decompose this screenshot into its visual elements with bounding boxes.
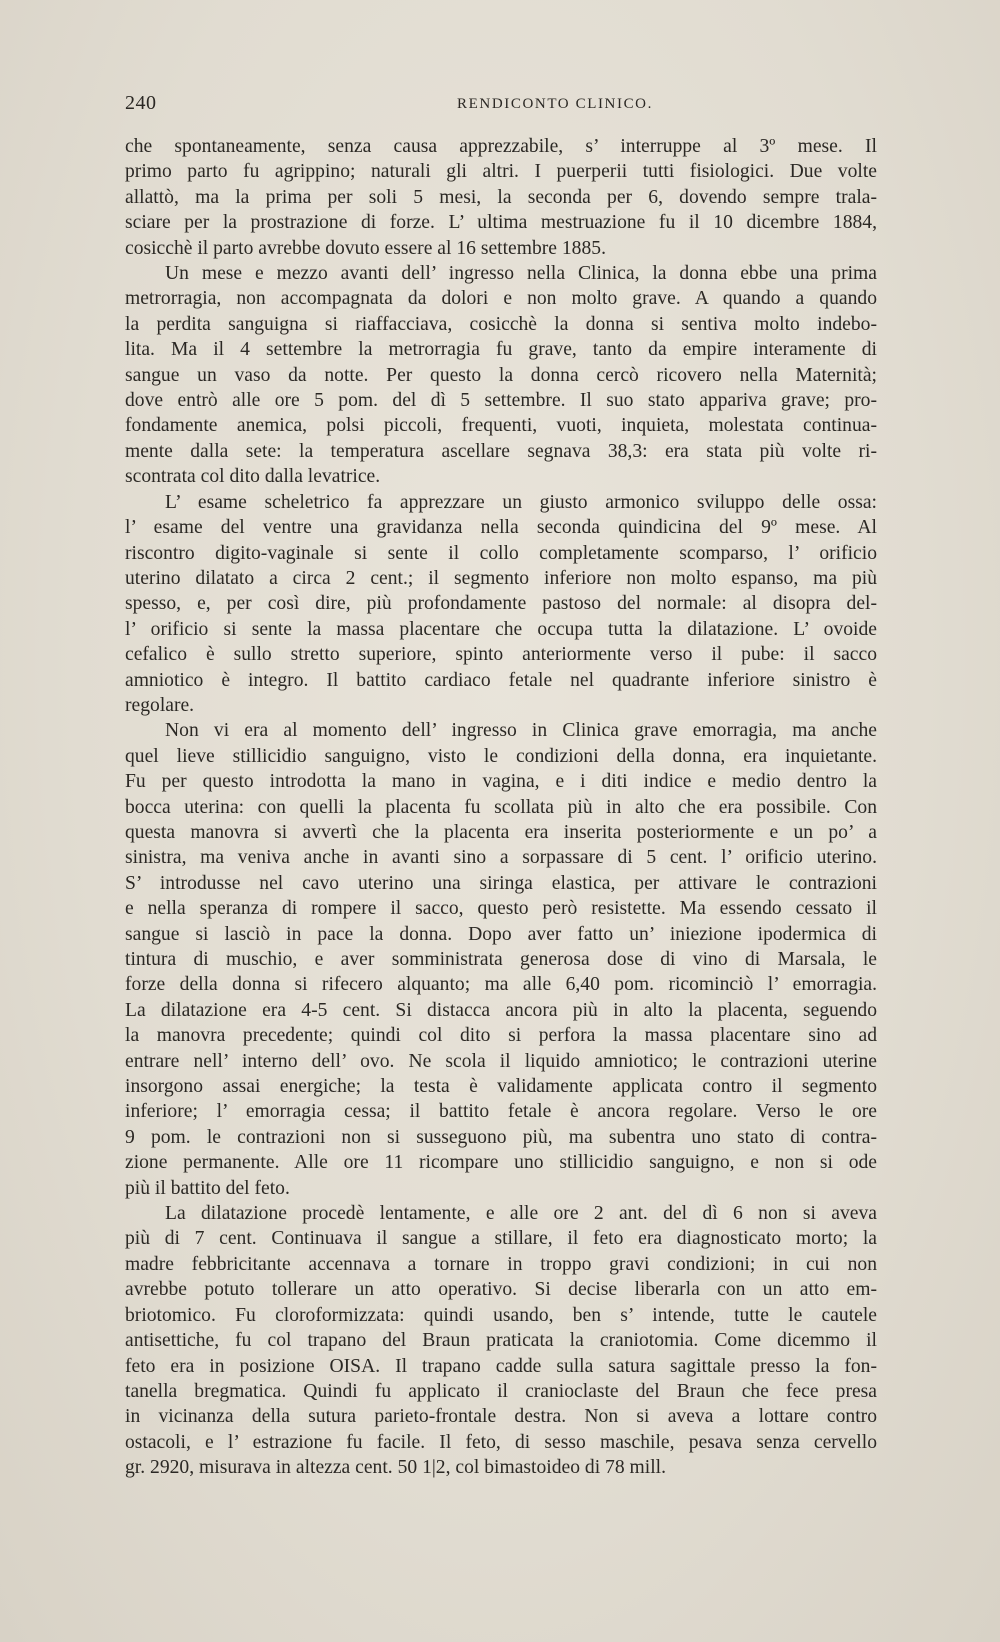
text-line: amniotico è integro. Il battito cardiaco fetale nel quadrante inferiore sinistro è (125, 669, 877, 691)
text-line: La dilatazione procedè lentamente, e alle ore 2 ant. del dì 6 non si aveva (165, 1203, 877, 1225)
text-line: mente dalla sete: la temperatura ascellare segnava 38,3: era stata più volte ri- (125, 440, 877, 462)
text-line: primo parto fu agrippino; naturali gli altri. I puerperii tutti fisiologici. Due volte (125, 161, 877, 183)
text-line: regolare. (125, 694, 195, 716)
text-line: bocca uterina: con quelli la placenta fu scollata più in alto che era possibile. Con (125, 796, 877, 818)
text-line: cefalico è sullo stretto superiore, spinto anteriormente verso il pube: il sacco (125, 644, 877, 666)
text-line: l’ orificio si sente la massa placentare che occupa tutta la dilatazione. L’ ovoide (125, 618, 877, 640)
text-line: Non vi era al momento dell’ ingresso in Clinica grave emorragia, ma anche (165, 720, 877, 742)
text-line: antisettiche, fu col trapano del Braun praticata la craniotomia. Come dicemmo il (125, 1330, 877, 1352)
text-line: feto era in posizione OISA. Il trapano cadde sulla satura sagittale presso la fon- (125, 1355, 877, 1377)
paragraph (125, 490, 877, 719)
paragraph (125, 134, 877, 261)
text-line: uterino dilatato a circa 2 cent.; il segmento inferiore non molto espanso, ma più (125, 567, 877, 589)
text-line: riscontro digito-vaginale si sente il collo completamente scomparso, l’ orificio (125, 542, 877, 564)
text-line: S’ introdusse nel cavo uterino una siringa elastica, per attivare le contrazioni (125, 872, 877, 894)
text-line: forze della donna si rifecero alquanto; ma alle 6,40 pom. ricominciò l’ emorragia. (125, 974, 877, 996)
text-line: la manovra precedente; quindi col dito si perfora la massa placentare sino ad (125, 1025, 877, 1047)
text-line: che spontaneamente, senza causa apprezzabile, s’ interruppe al 3º mese. Il (125, 136, 877, 157)
text-line: tintura di muschio, e aver somministrata generosa dose di vino di Marsala, le (125, 949, 877, 970)
text-line: La dilatazione era 4-5 cent. Si distacca ancora più in alto la placenta, seguendo (125, 999, 877, 1021)
text-line: più di 7 cent. Continuava il sangue a stillare, il feto era diagnosticato morto; la (125, 1228, 877, 1250)
text-line: scontrata col dito dalla levatrice. (125, 466, 381, 488)
text-line: allattò, ma la prima per soli 5 mesi, la seconda per 6, dovendo sempre trala- (125, 186, 877, 208)
text-line: metrorragia, non accompagnata da dolori e non molto grave. A quando a quando (125, 288, 877, 310)
text-line: sciare per la prostrazione di forze. L’ ultima mestruazione fu il 10 dicembre 1884, (125, 212, 877, 234)
text-line: in vicinanza della sutura parieto-frontale destra. Non si aveva a lottare contro (125, 1406, 877, 1428)
text-line: avrebbe potuto tollerare un atto operativo. Si decise liberarla con un atto em- (125, 1279, 877, 1301)
page-number: 240 (125, 92, 157, 114)
text-line: quel lieve stillicidio sanguigno, visto le condizioni della donna, era inquietante. (125, 745, 877, 767)
text-line: la perdita sanguigna si riaffacciava, cosicchè la donna si sentiva molto indebo- (125, 313, 877, 335)
paragraph (125, 261, 877, 490)
page-header (125, 92, 875, 122)
paragraph (125, 718, 877, 1201)
text-line: più il battito del feto. (125, 1177, 290, 1199)
text-line: gr. 2920, misurava in altezza cent. 50 1|2, col bimastoideo di 78 mill. (125, 1457, 666, 1479)
running-title: RENDICONTO CLINICO. (457, 96, 653, 112)
text-line: madre febbricitante accennava a tornare in troppo gravi condizioni; in cui non (125, 1253, 877, 1275)
text-line: Fu per questo introdotta la mano in vagina, e i diti indice e medio dentro la (125, 771, 877, 793)
text-line: zione permanente. Alle ore 11 ricompare uno stillicidio sanguigno, e non si ode (125, 1152, 877, 1174)
text-line: Un mese e mezzo avanti dell’ ingresso nella Clinica, la donna ebbe una prima (165, 263, 877, 285)
text-line: briotomico. Fu cloroformizzata: quindi usando, ben s’ intende, tutte le cautele (125, 1304, 877, 1326)
text-line: l’ esame del ventre una gravidanza nella seconda quindicina del 9º mese. Al (125, 517, 877, 539)
text-line: entrare nell’ interno dell’ ovo. Ne scola il liquido amniotico; le contrazioni uterine (125, 1050, 877, 1072)
text-line: lita. Ma il 4 settembre la metrorragia fu grave, tanto da empire interamente di (125, 339, 877, 361)
paragraph (125, 1201, 877, 1480)
text-line: questa manovra si avvertì che la placenta era inserita posteriormente e un po’ a (125, 821, 877, 843)
text-line: e nella speranza di rompere il sacco, questo però resistette. Ma essendo cessato il (125, 898, 877, 920)
text-line: ostacoli, e l’ estrazione fu facile. Il feto, di sesso maschile, pesava senza cervello (125, 1431, 877, 1453)
text-line: spesso, e, per così dire, più profondamente pastoso del normale: al disopra del- (125, 593, 877, 615)
text-line: sangue un vaso da notte. Per questo la donna cercò ricovero nella Maternità; (125, 364, 877, 386)
text-line: 9 pom. le contrazioni non si susseguono più, ma subentra uno stato di contra- (125, 1126, 877, 1148)
text-line: tanella bregmatica. Quindi fu applicato il cranioclaste del Braun che fece presa (125, 1380, 877, 1402)
text-line: dove entrò alle ore 5 pom. del dì 5 settembre. Il suo stato appariva grave; pro- (125, 390, 877, 412)
body-text (125, 134, 877, 1481)
text-line: inferiore; l’ emorragia cessa; il battito fetale è ancora regolare. Verso le ore (125, 1101, 877, 1123)
text-line: sinistra, ma veniva anche in avanti sino a sorpassare di 5 cent. l’ orificio uterino. (125, 847, 877, 869)
text-line: insorgono assai energiche; la testa è validamente applicata contro il segmento (125, 1076, 877, 1098)
text-line: fondamente anemica, polsi piccoli, frequenti, vuoti, inquieta, molestata continua- (125, 415, 877, 437)
text-line: L’ esame scheletrico fa apprezzare un giusto armonico sviluppo delle ossa: (165, 491, 877, 513)
text-line: cosicchè il parto avrebbe dovuto essere al 16 settembre 1885. (125, 237, 606, 259)
text-line: sangue si lasciò in pace la donna. Dopo aver fatto un’ iniezione ipodermica di (125, 923, 877, 945)
